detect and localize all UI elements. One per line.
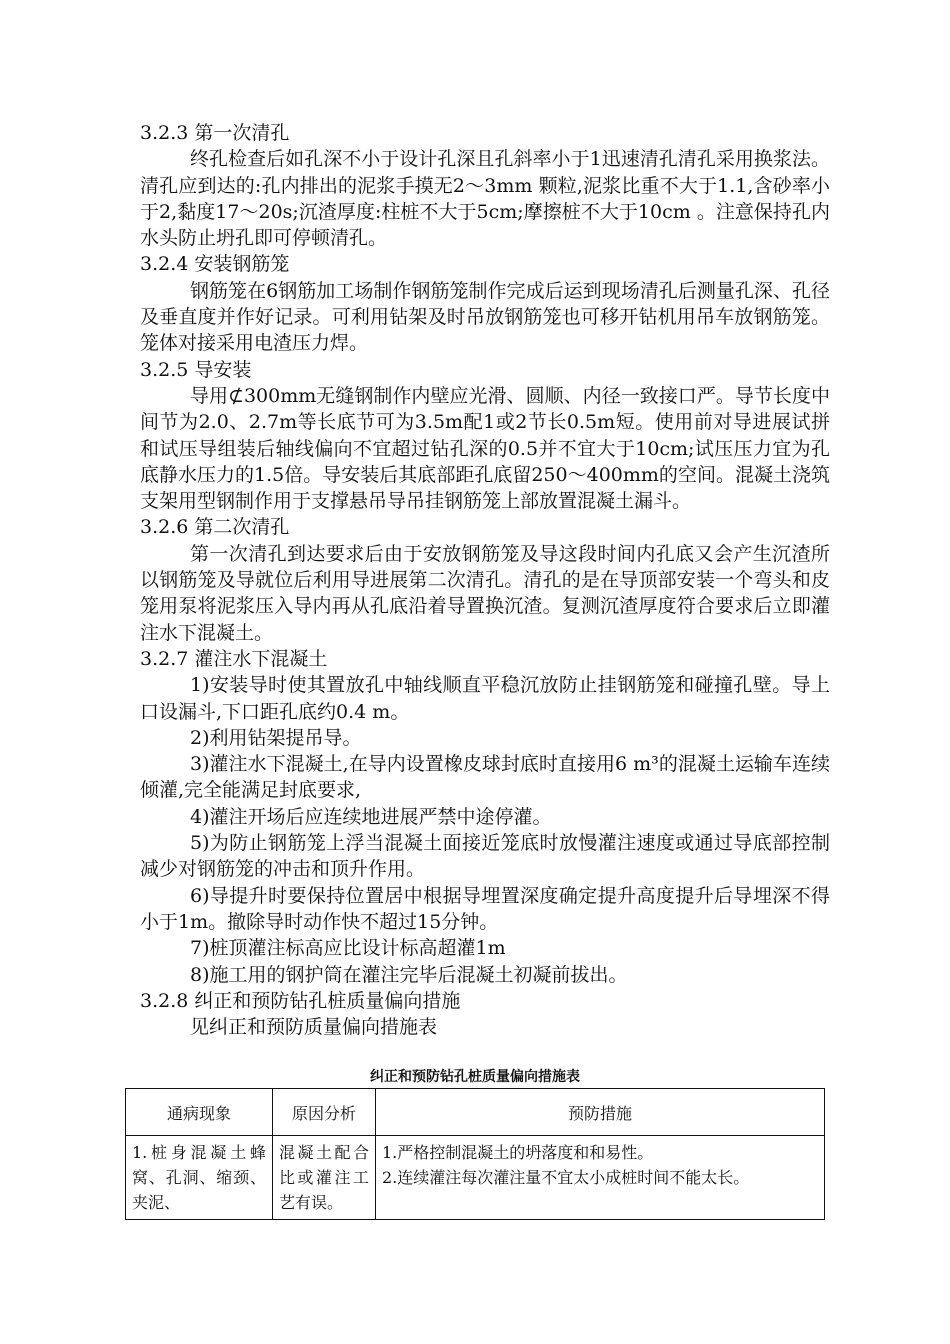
section-heading: 3.2.6 第二次清孔 bbox=[140, 516, 290, 539]
column-header: 原因分析 bbox=[273, 1089, 376, 1136]
paragraph: 钢筋笼在6钢筋加工场制作钢筋笼制作完成后运到现场清孔后测量孔深、孔径及垂直度并作好记录。可利用钻架及时吊放钢筋笼也可移开钻机用吊车放钢筋笼。笼体对接采用电渣压力焊。 bbox=[140, 279, 830, 355]
measure-line: 1.严格控制混凝土的坍落度和和易性。 bbox=[382, 1143, 654, 1162]
table-row bbox=[126, 1136, 825, 1220]
document-body bbox=[140, 120, 830, 1040]
column-header: 预防措施 bbox=[376, 1089, 825, 1136]
table-header-row bbox=[126, 1089, 825, 1136]
paragraph: 见纠正和预防质量偏向措施表 bbox=[190, 1016, 438, 1039]
list-item: 5)为防止钢筋笼上浮当混凝土面接近笼底时放慢灌注速度或通过导底部控制减少对钢筋笼的冲击和顶升作用。 bbox=[140, 832, 830, 881]
list-item: 6)导提升时要保持位置居中根据导埋置深度确定提升高度提升后导埋深不得小于1m。撤除导时动作快不超过15分钟。 bbox=[140, 884, 830, 933]
list-item: 1)安装导时使其置放孔中轴线顺直平稳沉放防止挂钢筋笼和碰撞孔壁。导上口设漏斗,下口距孔底约0.4 m。 bbox=[140, 674, 830, 723]
section-heading: 3.2.4 安装钢筋笼 bbox=[140, 253, 290, 276]
list-item: 3)灌注水下混凝土,在导内设置橡皮球封底时直接用6 m³的混凝土运输车连续倾灌,完全能满足封底要求, bbox=[140, 753, 830, 802]
measure-line: 2.连续灌注每次灌注量不宜太小成桩时间不能太长。 bbox=[382, 1168, 750, 1187]
section-heading: 3.2.5 导安装 bbox=[140, 358, 252, 381]
section-heading: 3.2.3 第一次清孔 bbox=[140, 122, 290, 144]
list-item: 2)利用钻架提吊导。 bbox=[190, 726, 362, 749]
paragraph: 导用⊄300mm无缝钢制作内壁应光滑、圆顺、内径一致接口严。导节长度中间节为2.0、2.7m等长底节可为3.5m配1或2节长0.5m短。使用前对导进展试拼和试压导组装后轴线偏向不宜超过钻孔深的0.5并不宜大于10cm;试压压力宜为孔底静水压力的1.5倍。导安装后其底部距孔底留250～400mm的空间。混凝土浇筑支架用型钢制作用于支撑悬吊导吊挂钢筋笼上部放置混凝土漏斗。 bbox=[140, 384, 830, 513]
paragraph: 第一次清孔到达要求后由于安放钢筋笼及导这段时间内孔底又会产生沉渣所以钢筋笼及导就位后利用导进展第二次清孔。清孔的是在导顶部安装一个弯头和皮笼用泵将泥浆压入导内再从孔底沿着导置换沉渣。复测沉渣厚度符合要求后立即灌注水下混凝土。 bbox=[140, 542, 830, 644]
list-item: 8)施工用的钢护筒在灌注完毕后混凝土初凝前拔出。 bbox=[190, 963, 628, 986]
paragraph: 终孔检查后如孔深不小于设计孔深且孔斜率小于1迅速清孔清孔采用换浆法。清孔应到达的:孔内排出的泥浆手摸无2～3mm 颗粒,泥浆比重不大于1.1,含砂率小于2,黏度17～20s;沉渣厚度:柱桩不大于5cm;摩擦桩不大于10cm 。注意保持孔内水头防止坍孔即可停顿清孔。 bbox=[140, 148, 830, 250]
list-item: 7)桩顶灌注标高应比设计标高超灌1m bbox=[190, 937, 506, 960]
table-cell-cause: 混凝土配合比或灌注工艺有误。 bbox=[273, 1136, 376, 1220]
section-heading: 3.2.8 纠正和预防钻孔桩质量偏向措施 bbox=[140, 989, 461, 1012]
table-cell-measures bbox=[376, 1136, 825, 1220]
table-caption: 纠正和预防钻孔桩质量偏向措施表 bbox=[370, 1069, 580, 1085]
section-heading: 3.2.7 灌注水下混凝土 bbox=[140, 647, 328, 670]
list-item: 4)灌注开场后应连续地进展严禁中途停灌。 bbox=[190, 805, 552, 828]
table-cell-phenomenon: 1.桩身混凝土蜂窝、孔洞、缩颈、夹泥、 bbox=[126, 1136, 273, 1220]
column-header: 通病现象 bbox=[126, 1089, 273, 1136]
measures-table bbox=[125, 1088, 825, 1220]
